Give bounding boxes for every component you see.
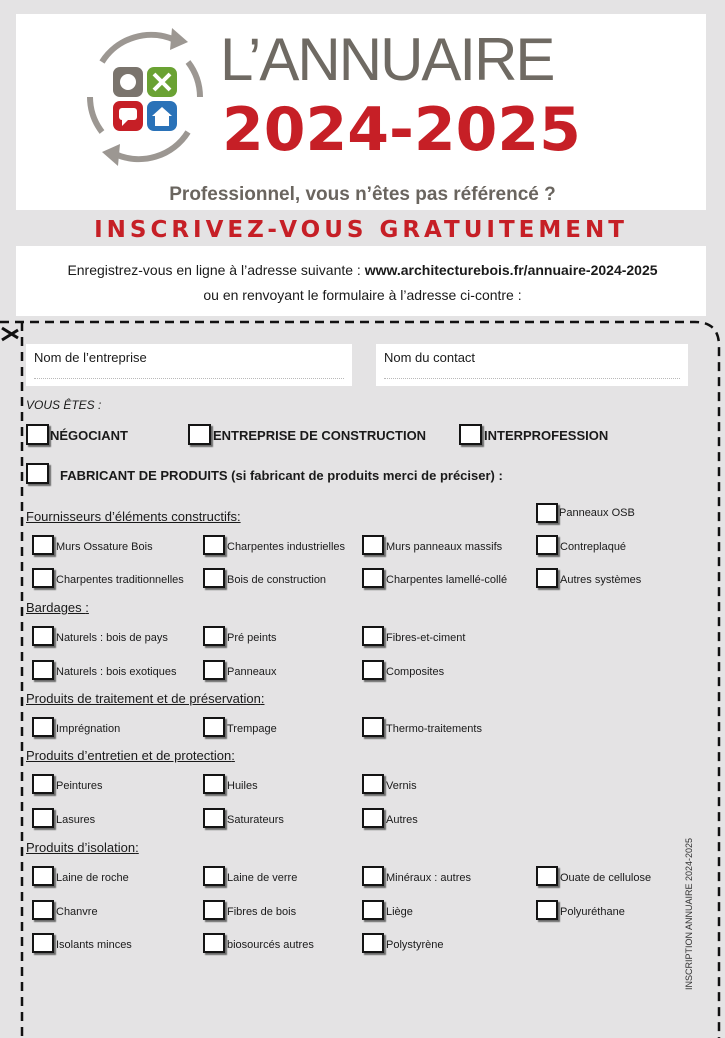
annuaire-title: L’ANNUAIRE xyxy=(220,26,554,93)
autres-entretien-label: Autres xyxy=(386,814,418,826)
polyurethane-label: Polyuréthane xyxy=(560,906,625,918)
peintures-checkbox[interactable] xyxy=(32,774,54,794)
autres-systemes-checkbox[interactable] xyxy=(536,568,558,588)
section-traitement-title: Produits de traitement et de préservation xyxy=(26,691,261,706)
signup-heading: INSCRIVEZ-VOUS GRATUITEMENT xyxy=(94,217,628,243)
scissors-icon xyxy=(0,320,26,346)
laine-de-roche-checkbox[interactable] xyxy=(32,866,54,886)
naturels-bois-exotiques-label: Naturels : bois exotiques xyxy=(56,666,177,678)
naturels-bois-exotiques-checkbox[interactable] xyxy=(32,660,54,680)
murs-ossature-bois-checkbox[interactable] xyxy=(32,535,54,555)
colon: : xyxy=(260,691,265,706)
murs-panneaux-massifs-label: Murs panneaux massifs xyxy=(386,541,503,553)
panneaux-osb-label: Panneaux OSB xyxy=(559,507,635,519)
laine-de-verre-label: Laine de verre xyxy=(227,872,298,884)
colon: : xyxy=(231,748,235,763)
section-traitement xyxy=(26,691,264,706)
entreprise-checkbox[interactable] xyxy=(188,424,211,445)
panneaux-osb-checkbox[interactable] xyxy=(536,503,558,523)
charpentes-industrielles-label: Charpentes industrielles xyxy=(227,541,346,553)
murs-panneaux-massifs-checkbox[interactable] xyxy=(362,535,384,555)
section-fournisseurs-title: Fournisseurs d’éléments constructifs xyxy=(26,509,237,524)
ouate-de-cellulose-checkbox[interactable] xyxy=(536,866,558,886)
thermo-traitements-label: Thermo-traitements xyxy=(386,723,482,735)
charpentes-lamelle-colle-label: Charpentes lamellé-collé xyxy=(386,574,508,586)
interprofession-checkbox[interactable] xyxy=(459,424,482,445)
section-entretien-title: Produits d’entretien et de protection xyxy=(26,748,232,763)
annuaire-year: 2024-2025 xyxy=(222,95,581,165)
bois-de-construction-checkbox[interactable] xyxy=(203,568,225,588)
chat-icon xyxy=(113,101,143,131)
section-entretien xyxy=(26,748,235,763)
vous-etes-label: VOUS ÊTES : xyxy=(26,398,102,412)
composites-checkbox[interactable] xyxy=(362,660,384,680)
hand-icon xyxy=(113,67,143,97)
pre-peints-label: Pré peints xyxy=(227,632,277,644)
chanvre-label: Chanvre xyxy=(56,906,98,918)
isolants-minces-checkbox[interactable] xyxy=(32,933,54,953)
charpentes-traditionnelles-checkbox[interactable] xyxy=(32,568,54,588)
lasures-label: Lasures xyxy=(56,814,96,826)
autres-entretien-checkbox[interactable] xyxy=(362,808,384,828)
company-name-label: Nom de l’entreprise xyxy=(34,350,147,365)
lasures-checkbox[interactable] xyxy=(32,808,54,828)
autres-systemes-label: Autres systèmes xyxy=(560,574,642,586)
isolants-minces-label: Isolants minces xyxy=(56,939,132,951)
charpentes-traditionnelles-label: Charpentes traditionnelles xyxy=(56,574,184,586)
fabricant-label: FABRICANT DE PRODUITS (si fabricant de produits merci de préciser) : xyxy=(60,468,503,483)
impregnation-checkbox[interactable] xyxy=(32,717,54,737)
laine-de-verre-checkbox[interactable] xyxy=(203,866,225,886)
liege-checkbox[interactable] xyxy=(362,900,384,920)
biosources-autres-checkbox[interactable] xyxy=(203,933,225,953)
contact-name-label: Nom du contact xyxy=(384,350,476,365)
annuaire-logo xyxy=(80,22,210,172)
fibres-de-bois-label: Fibres de bois xyxy=(227,906,297,918)
panneaux-checkbox[interactable] xyxy=(203,660,225,680)
trempage-checkbox[interactable] xyxy=(203,717,225,737)
section-bardages-title: Bardages xyxy=(26,600,86,615)
tools-icon xyxy=(147,67,177,97)
peintures-label: Peintures xyxy=(56,780,103,792)
saturateurs-checkbox[interactable] xyxy=(203,808,225,828)
colon: : xyxy=(135,840,139,855)
section-isolation xyxy=(26,840,139,855)
section-bardages xyxy=(26,600,89,615)
ouate-de-cellulose-label: Ouate de cellulose xyxy=(560,872,652,884)
mineraux-autres-label: Minéraux : autres xyxy=(386,872,471,884)
chanvre-checkbox[interactable] xyxy=(32,900,54,920)
contreplaque-label: Contreplaqué xyxy=(560,541,627,553)
bois-de-construction-label: Bois de construction xyxy=(227,574,327,586)
pre-peints-checkbox[interactable] xyxy=(203,626,225,646)
instruction-line-1 xyxy=(0,262,725,278)
polystyrene-checkbox[interactable] xyxy=(362,933,384,953)
panneaux-label: Panneaux xyxy=(227,666,277,678)
charpentes-lamelle-colle-checkbox[interactable] xyxy=(362,568,384,588)
liege-label: Liège xyxy=(386,906,413,918)
interprofession-label: INTERPROFESSION xyxy=(484,428,609,443)
instruction-prefix: Enregistrez-vous en ligne à l’adresse suivante : xyxy=(67,262,365,278)
house-icon xyxy=(147,101,177,131)
vernis-checkbox[interactable] xyxy=(362,774,384,794)
contact-name-line xyxy=(384,378,680,379)
laine-de-roche-label: Laine de roche xyxy=(56,872,129,884)
polyurethane-checkbox[interactable] xyxy=(536,900,558,920)
instruction-panel xyxy=(16,246,706,316)
saturateurs-label: Saturateurs xyxy=(227,814,284,826)
tagline: Professionnel, vous n’êtes pas référencé ? xyxy=(169,184,556,205)
polystyrene-label: Polystyrène xyxy=(386,939,444,951)
charpentes-industrielles-checkbox[interactable] xyxy=(203,535,225,555)
colon: : xyxy=(85,600,89,615)
section-fournisseurs xyxy=(26,509,241,524)
biosources-autres-label: biosourcés autres xyxy=(227,939,314,951)
contact-name-field[interactable] xyxy=(376,344,688,386)
huiles-label: Huiles xyxy=(227,780,258,792)
huiles-checkbox[interactable] xyxy=(203,774,225,794)
naturels-bois-de-pays-label: Naturels : bois de pays xyxy=(56,632,168,644)
thermo-traitements-checkbox[interactable] xyxy=(362,717,384,737)
company-name-field[interactable] xyxy=(26,344,352,386)
mineraux-autres-checkbox[interactable] xyxy=(362,866,384,886)
fibres-et-ciment-label: Fibres-et-ciment xyxy=(386,632,466,644)
naturels-bois-de-pays-checkbox[interactable] xyxy=(32,626,54,646)
negociant-label: NÉGOCIANT xyxy=(50,428,128,443)
contreplaque-checkbox[interactable] xyxy=(536,535,558,555)
signup-url-link[interactable]: www.architecturebois.fr/annuaire-2024-2025 xyxy=(364,262,658,278)
side-vertical-text: INSCRIPTION ANNUAIRE 2024-2025 xyxy=(684,837,694,990)
instruction-line-2: ou en renvoyant le formulaire à l’adresse ci-contre : xyxy=(203,287,522,303)
negociant-checkbox[interactable] xyxy=(26,424,49,445)
trempage-label: Trempage xyxy=(227,723,277,735)
composites-label: Composites xyxy=(386,666,445,678)
vernis-label: Vernis xyxy=(386,780,417,792)
company-name-line xyxy=(34,378,344,379)
murs-ossature-bois-label: Murs Ossature Bois xyxy=(56,541,153,553)
fibres-et-ciment-checkbox[interactable] xyxy=(362,626,384,646)
entreprise-label: ENTREPRISE DE CONSTRUCTION xyxy=(213,428,427,443)
fabricant-checkbox[interactable] xyxy=(26,463,49,484)
section-isolation-title: Produits d’isolation xyxy=(26,840,136,855)
impregnation-label: Imprégnation xyxy=(56,723,121,735)
colon: : xyxy=(236,509,241,524)
fibres-de-bois-checkbox[interactable] xyxy=(203,900,225,920)
